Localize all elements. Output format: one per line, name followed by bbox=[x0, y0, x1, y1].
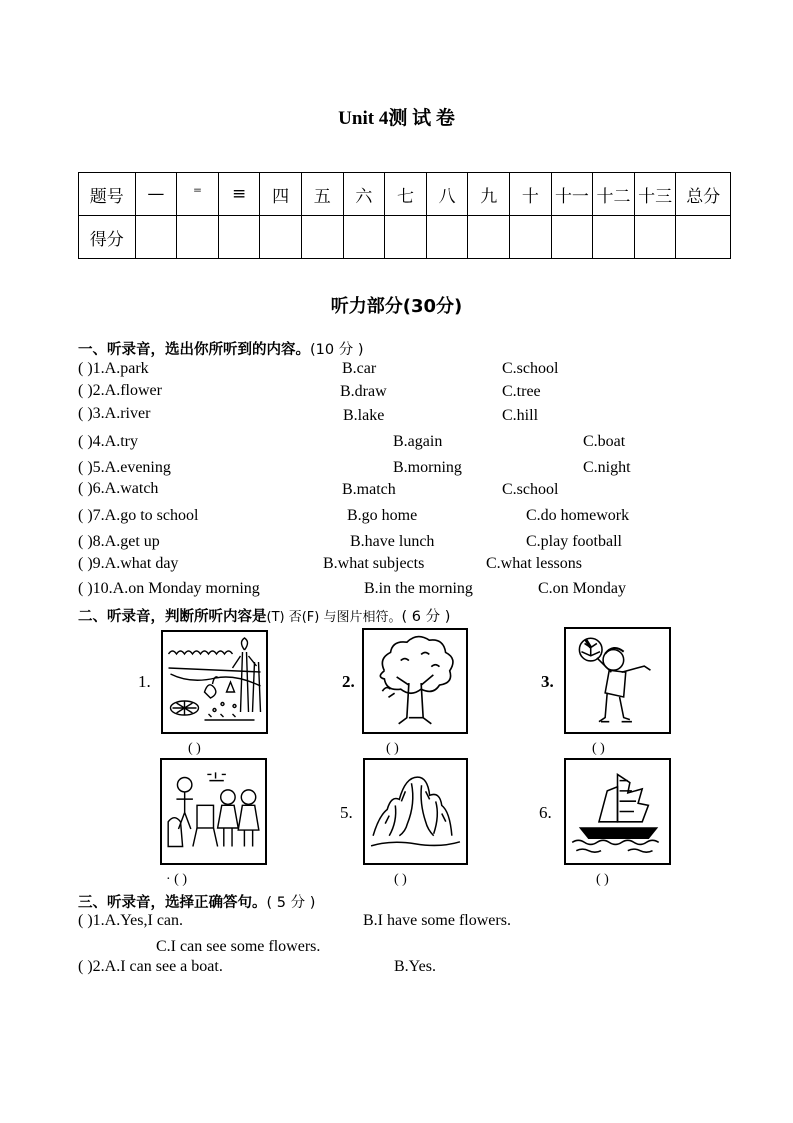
question-9-option-c: C.what lessons bbox=[486, 555, 582, 572]
score-header-cell: 总分 bbox=[676, 173, 731, 216]
part3-question-1-option-b: B.I have some flowers. bbox=[363, 912, 511, 929]
question-4-stem: ( )4.A.try bbox=[78, 433, 138, 450]
part3-heading bbox=[78, 891, 315, 912]
part2-heading-text: 二、听录音，判断所听内容是 bbox=[78, 609, 267, 625]
question-4-option-c: C.boat bbox=[583, 433, 626, 450]
score-cell[interactable] bbox=[260, 216, 302, 259]
question-10-stem: ( )10.A.on Monday morning bbox=[78, 580, 260, 597]
score-header-cell: 十 bbox=[510, 173, 552, 216]
question-2-option-c: C.tree bbox=[502, 383, 541, 400]
score-header-cell: 十二 bbox=[593, 173, 635, 216]
score-cell[interactable] bbox=[218, 216, 260, 259]
question-6-stem: ( )6.A.watch bbox=[78, 480, 159, 497]
question-3-stem: ( )3.A.river bbox=[78, 405, 151, 422]
question-1-option-b: B.car bbox=[342, 360, 377, 377]
question-7-option-b: B.go home bbox=[347, 507, 418, 524]
score-header-cell: — bbox=[135, 173, 177, 216]
score-header-cell: 八 bbox=[426, 173, 468, 216]
score-cell[interactable] bbox=[676, 216, 731, 259]
question-9-stem: ( )9.A.what day bbox=[78, 555, 179, 572]
part3-heading-text: 三、听录音，选择正确答句。 bbox=[78, 895, 267, 911]
score-cell[interactable] bbox=[343, 216, 385, 259]
question-8-stem: ( )8.A.get up bbox=[78, 533, 160, 550]
picture-5-number: 5. bbox=[340, 803, 353, 822]
score-cell[interactable] bbox=[634, 216, 676, 259]
park-lake-icon bbox=[161, 630, 268, 734]
score-cell[interactable] bbox=[510, 216, 552, 259]
picture-2-answer-blank[interactable]: ( ) bbox=[386, 741, 399, 756]
score-table-score-row bbox=[79, 216, 731, 259]
question-5-stem: ( )5.A.evening bbox=[78, 459, 171, 476]
picture-3-answer-blank[interactable]: ( ) bbox=[592, 741, 605, 756]
picture-5-answer-blank[interactable]: ( ) bbox=[394, 872, 407, 887]
score-cell[interactable] bbox=[385, 216, 427, 259]
question-7-stem: ( )7.A.go to school bbox=[78, 507, 199, 524]
score-table-header-row bbox=[79, 173, 731, 216]
question-9-option-b: B.what subjects bbox=[323, 555, 425, 572]
score-cell[interactable] bbox=[551, 216, 593, 259]
question-5-option-c: C.night bbox=[583, 459, 631, 476]
question-10-option-c: C.on Monday bbox=[538, 580, 626, 597]
question-7-option-c: C.do homework bbox=[526, 507, 630, 524]
score-cell[interactable] bbox=[301, 216, 343, 259]
score-cell[interactable] bbox=[468, 216, 510, 259]
tree-icon bbox=[362, 628, 468, 734]
score-header-cell: ≡ bbox=[218, 173, 260, 216]
question-4-option-b: B.again bbox=[393, 433, 443, 450]
question-3-option-c: C.hill bbox=[502, 407, 539, 424]
score-cell[interactable] bbox=[135, 216, 177, 259]
part3-points: ( 5 分 ) bbox=[266, 895, 316, 911]
part3-question-2-stem: ( )2.A.I can see a boat. bbox=[78, 958, 223, 975]
score-table bbox=[78, 172, 731, 259]
score-header-cell: 十一 bbox=[551, 173, 593, 216]
score-row-label: 得分 bbox=[79, 216, 136, 259]
part2-heading bbox=[78, 605, 450, 626]
score-cell[interactable] bbox=[177, 216, 219, 259]
listening-section-title: 听力部分(30分) bbox=[330, 296, 463, 317]
score-header-cell: 题号 bbox=[79, 173, 136, 216]
question-2-stem: ( )2.A.flower bbox=[78, 382, 162, 399]
football-girl-icon bbox=[564, 627, 671, 734]
mountain-icon bbox=[363, 758, 468, 865]
question-6-option-b: B.match bbox=[342, 481, 396, 498]
question-5-option-b: B.morning bbox=[393, 459, 462, 476]
picture-4-answer-blank[interactable]: · ( ) bbox=[166, 872, 187, 887]
part3-question-1-stem: ( )1.A.Yes,I can. bbox=[78, 912, 184, 929]
score-header-cell: 七 bbox=[385, 173, 427, 216]
score-header-cell: ⁼ bbox=[177, 173, 219, 216]
picture-3-number: 3. bbox=[541, 672, 554, 691]
picture-1-answer-blank[interactable]: ( ) bbox=[188, 741, 201, 756]
part1-heading bbox=[78, 338, 363, 359]
question-10-option-b: B.in the morning bbox=[364, 580, 473, 597]
question-8-option-c: C.play football bbox=[526, 533, 622, 550]
children-drawing-icon bbox=[160, 758, 267, 865]
question-3-option-b: B.lake bbox=[343, 407, 385, 424]
part3-question-2-option-b: B.Yes. bbox=[394, 958, 436, 975]
question-1-stem: ( )1.A.park bbox=[78, 360, 149, 377]
picture-6-number: 6. bbox=[539, 803, 552, 822]
boat-icon bbox=[564, 758, 671, 865]
part1-heading-text: 一、听录音，选出你所听到的内容。 bbox=[78, 342, 310, 358]
score-header-cell: 九 bbox=[468, 173, 510, 216]
score-header-cell: 五 bbox=[301, 173, 343, 216]
part2-points: ( 6 分 ) bbox=[401, 609, 451, 625]
picture-1-number: 1. bbox=[138, 672, 151, 691]
part3-question-1-option-c: C.I can see some flowers. bbox=[156, 938, 321, 955]
score-header-cell: 四 bbox=[260, 173, 302, 216]
question-1-option-c: C.school bbox=[502, 360, 559, 377]
picture-2-number: 2. bbox=[342, 672, 355, 691]
score-cell[interactable] bbox=[426, 216, 468, 259]
part2-heading-tail: (T) 否(F) 与图片相符。 bbox=[266, 610, 402, 625]
part1-points: (10 分 ) bbox=[310, 342, 364, 358]
score-header-cell: 十三 bbox=[634, 173, 676, 216]
picture-6-answer-blank[interactable]: ( ) bbox=[596, 872, 609, 887]
question-6-option-c: C.school bbox=[502, 481, 559, 498]
score-cell[interactable] bbox=[593, 216, 635, 259]
page-title: Unit 4测 试 卷 bbox=[338, 108, 455, 129]
question-2-option-b: B.draw bbox=[340, 383, 387, 400]
score-header-cell: 六 bbox=[343, 173, 385, 216]
question-8-option-b: B.have lunch bbox=[350, 533, 435, 550]
